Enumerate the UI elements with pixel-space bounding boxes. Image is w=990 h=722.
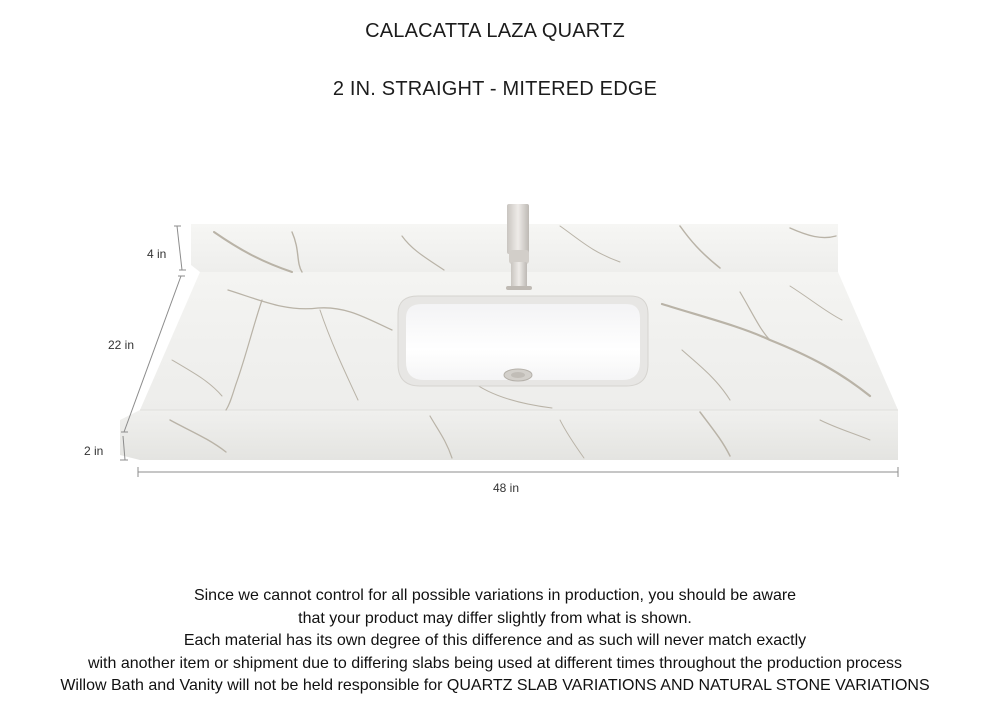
width-label: 48 in xyxy=(493,481,520,495)
countertop-edge xyxy=(120,410,898,460)
edge-thickness-label: 2 in xyxy=(84,444,104,458)
depth-label: 22 in xyxy=(108,338,135,352)
disclaimer-line: with another item or shipment due to differing slabs being used at different times throughout the production process xyxy=(87,654,903,672)
disclaimer-line: Since we cannot control for all possible variations in production, you should be aware xyxy=(193,587,797,604)
backsplash-height-label: 4 in xyxy=(147,247,167,261)
disclaimer-line: Willow Bath and Vanity will not be held responsible for QUARTZ SLAB VARIATIONS AND NATURAL STONE VARIATIONS xyxy=(60,677,930,694)
disclaimer-line: that your product may differ slightly from what is shown. xyxy=(298,609,692,627)
product-title: CALACATTA LAZA QUARTZ xyxy=(365,20,625,42)
disclaimer-line: Each material has its own degree of this difference and as such will never match exactly xyxy=(183,632,807,649)
edge-profile-title: 2 IN. STRAIGHT - MITERED EDGE xyxy=(332,78,658,100)
disclaimer-notice xyxy=(0,585,990,698)
undermount-sink xyxy=(398,296,648,386)
